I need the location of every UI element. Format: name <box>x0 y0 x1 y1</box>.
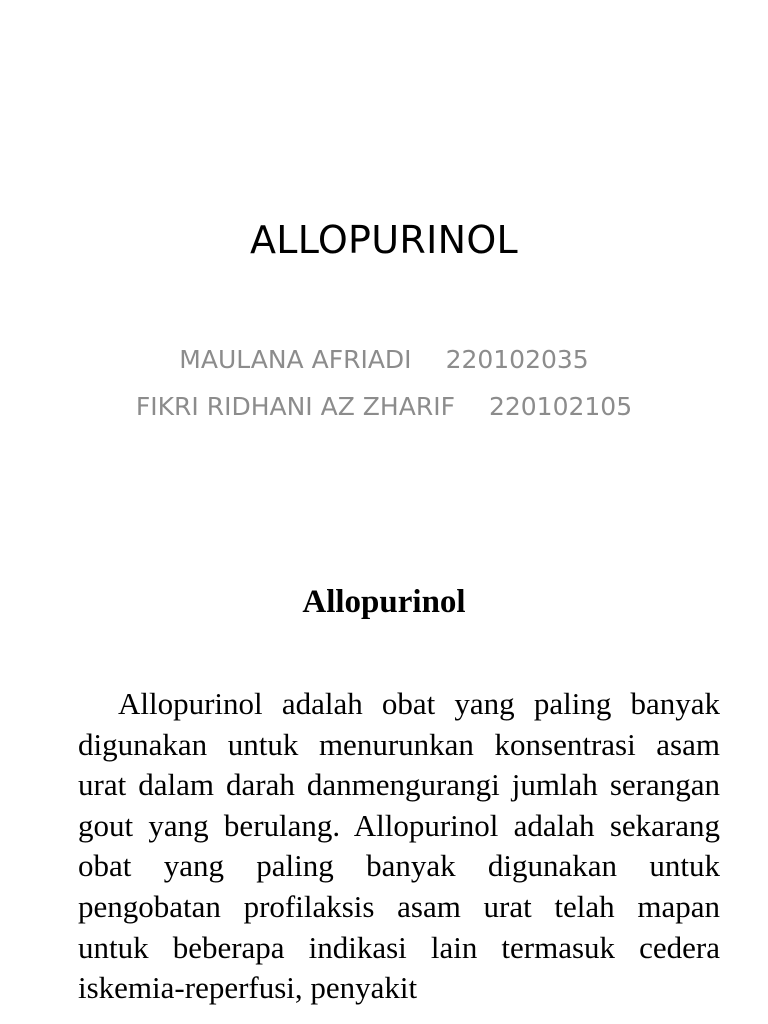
presentation-title: ALLOPURINOL <box>249 218 519 262</box>
author-name: MAULANA AFRIADI <box>179 345 412 374</box>
content-slide <box>0 540 768 1024</box>
author-list <box>0 336 768 430</box>
author-id: 220102105 <box>488 392 633 421</box>
author-row <box>0 336 768 383</box>
author-name: FIKRI RIDHANI AZ ZHARIF <box>135 392 455 421</box>
slide-heading: Allopurinol <box>302 584 466 620</box>
author-id: 220102035 <box>445 345 589 374</box>
body-paragraph: Allopurinol adalah obat yang paling banyak digunakan untuk menurunkan konsentrasi asam urat dalam darah danmengurangi jumlah serangan gout yang berulang. Allopurinol adalah sekarang obat yang paling banyak digunakan untuk pengobatan profilaksis asam urat telah mapan untuk beberapa indikasi lain termasuk cedera iskemia-reperfusi, penyakit <box>78 686 720 1006</box>
author-row <box>0 383 768 430</box>
